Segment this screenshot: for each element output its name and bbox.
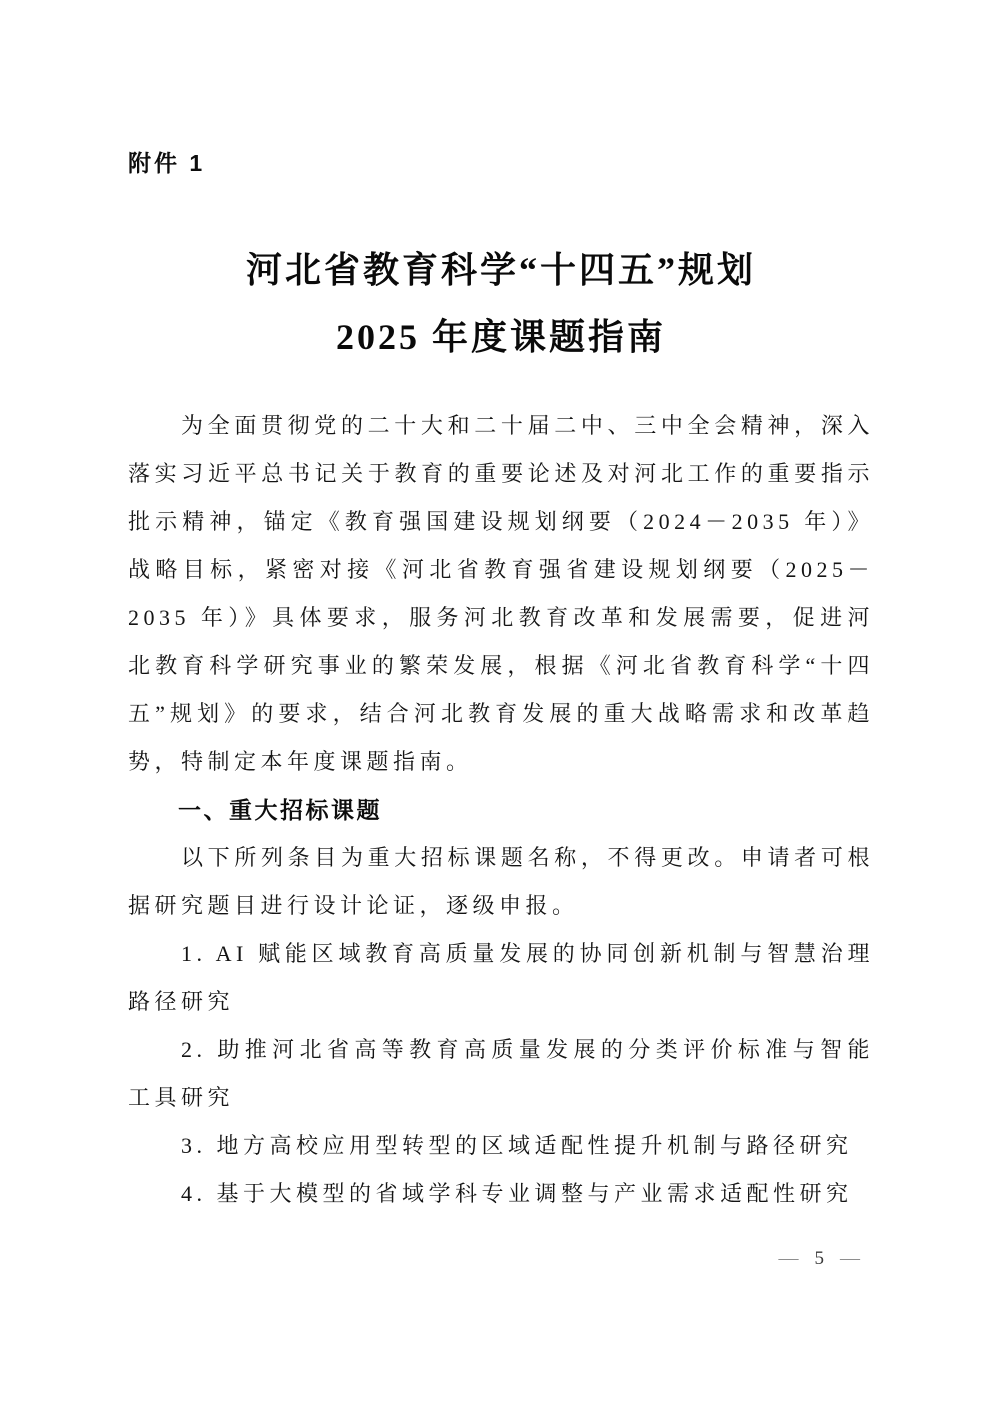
topic-item-3: 3. 地方高校应用型转型的区域适配性提升机制与路径研究 [181,1132,853,1158]
footer-dash-right: — [840,1247,860,1269]
document-title-line1: 河北省教育科学“十四五”规划 [245,249,756,290]
page-footer [779,1248,861,1268]
document-content [128,0,874,1218]
attachment-label: 附件 1 [128,150,206,176]
page-number: 5 [814,1248,824,1269]
section-heading-major-bid-topics: 一、重大招标课题 [178,796,382,823]
topic-item-4: 4. 基于大模型的省域学科专业调整与产业需求适配性研究 [181,1180,853,1206]
intro-paragraph: 为全面贯彻党的二十大和二十届二中、三中全会精神，深入落实习近平总书记关于教育的重要论述及对河北工作的重要指示批示精神，锚定《教育强国建设规划纲要（2024－2035 年）》战略目标，紧密对接《河北省教育强省建设规划纲要（2025－2035 年）》具体要求，服务河北教育改革和发展需要，促进河北教育科学研究事业的繁荣发展，根据《河北省教育科学“十四五”规划》的要求，结合河北教育发展的重大战略需求和改革趋势，特制定本年度课题指南。 [128,412,874,774]
section-note: 以下所列条目为重大招标课题名称，不得更改。申请者可根据研究题目进行设计论证，逐级申报。 [128,844,874,918]
document-title-line2: 2025 年度课题指南 [335,316,666,357]
topic-item-2: 2. 助推河北省高等教育高质量发展的分类评价标准与智能工具研究 [128,1036,874,1110]
topic-item-1: 1. AI 赋能区域教育高质量发展的协同创新机制与智慧治理路径研究 [128,940,874,1014]
footer-dash-left: — [778,1247,799,1269]
